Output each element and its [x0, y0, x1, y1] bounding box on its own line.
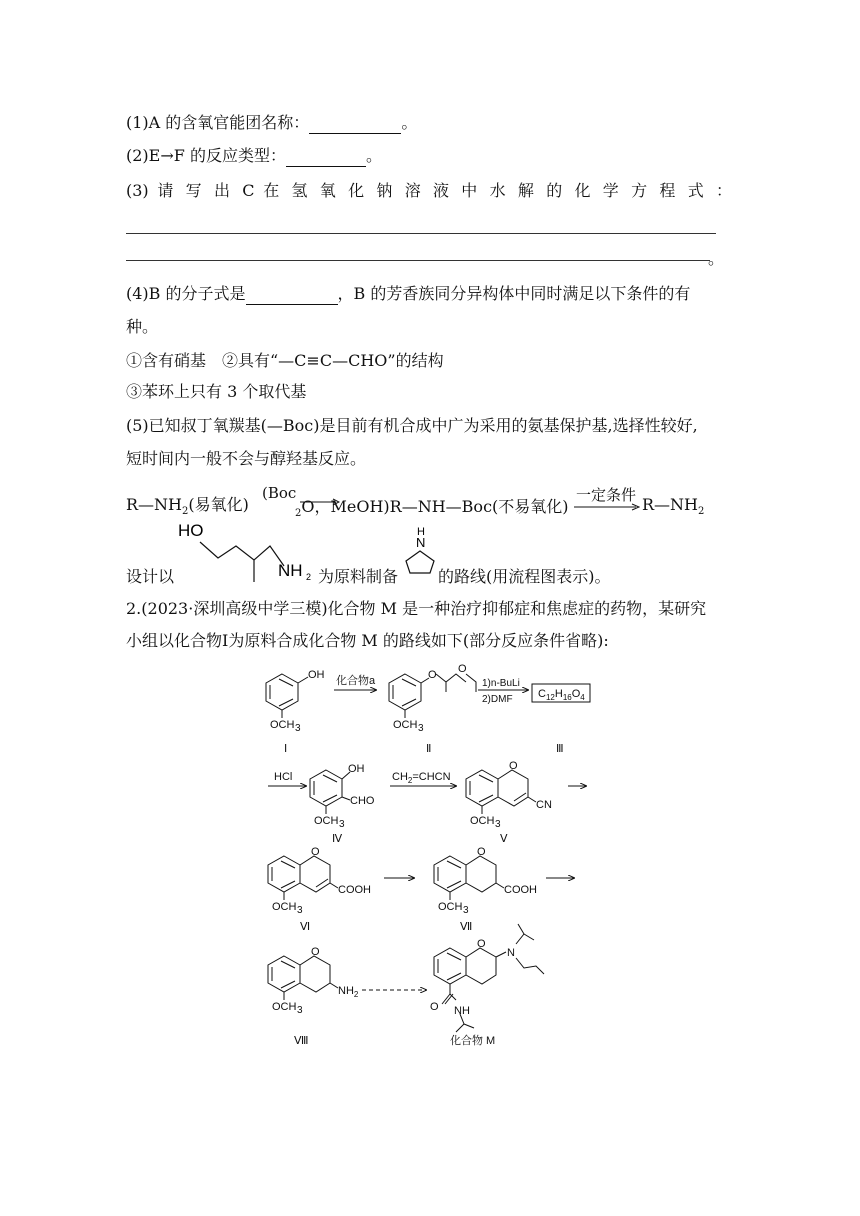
question-1-3	[126, 180, 732, 202]
label-III: Ⅲ	[556, 743, 564, 755]
synthesis-scheme	[250, 662, 610, 1052]
condition-2: ③苯环上只有 3 个取代基	[126, 382, 307, 401]
compound-V	[466, 770, 536, 814]
answer-blank[interactable]	[286, 150, 366, 167]
o-label: O	[509, 760, 518, 772]
condition-1: ①含有硝基 ②具有“—C≡C—CHO”的结构	[126, 351, 444, 370]
answer-blank[interactable]	[309, 117, 401, 134]
sub: 2	[698, 506, 705, 518]
hcl-label: HCl	[274, 771, 293, 783]
sub: 3	[297, 905, 303, 916]
reagent: O，MeOH)	[301, 497, 390, 516]
punct: 。	[401, 113, 418, 132]
sub: 3	[495, 819, 501, 830]
nh2-label: NH	[278, 561, 303, 580]
och3-label: OCH	[438, 901, 463, 913]
cn-label: CN	[536, 799, 552, 811]
sub: 3	[339, 819, 345, 830]
q1-5-text-b: 短时间内一般不会与醇羟基反应。	[126, 449, 367, 468]
q1-2-text: (2)E→F 的反应类型：	[126, 146, 286, 165]
och3-label: OCH	[270, 719, 295, 731]
q1-4-text-b: ，B 的芳香族同分异构体中同时满足以下条件的有	[337, 284, 691, 303]
q1-5-text: (5)已知叔丁氧羰基(—Boc)是目前有机合成中广为采用的氨基保护基,选择性较好,	[126, 416, 698, 435]
reagent-a-label: 化合物a	[336, 675, 376, 687]
label-V: Ⅴ	[500, 833, 508, 845]
rxn-left: R—NH	[126, 495, 182, 514]
formula-label: $C_{12}H_{16}O_4$	[538, 688, 585, 702]
compound-M	[434, 924, 544, 1032]
o-label: O	[311, 846, 320, 858]
design-text-b: 为原料制备	[318, 567, 399, 586]
label-M: 化合物 M	[450, 1035, 496, 1047]
och3-label: OCH	[393, 719, 418, 731]
acrylonitrile-label: $CH_2=CHCN$	[392, 771, 451, 785]
rxn-mid: R—NH—Boc(不易氧化)	[389, 497, 569, 516]
question-2-intro: 2.(2023·深圳高级中学三模)化合物 M 是一种治疗抑郁症和焦虑症的药物，某研究	[126, 599, 707, 618]
sub: 3	[463, 905, 469, 916]
n-label: N	[416, 535, 426, 550]
och3-label: OCH	[272, 1001, 297, 1013]
q1-1-text: (1)A 的含氧官能团名称：	[126, 113, 310, 132]
o-label: O	[428, 669, 437, 681]
och3-label: OCH	[272, 901, 297, 913]
design-text-c: 的路线(用流程图表示)。	[438, 567, 611, 586]
answer-line[interactable]	[126, 233, 716, 234]
design-text-a: 设计以	[126, 567, 175, 586]
compound-VI	[268, 856, 338, 900]
label-I: Ⅰ	[284, 743, 288, 755]
sub: 3	[297, 1005, 303, 1016]
o-label: O	[477, 938, 486, 950]
answer-blank[interactable]	[246, 288, 338, 305]
arrow-icon	[300, 497, 340, 507]
sub: 3	[418, 723, 424, 734]
sub: 2	[306, 572, 312, 582]
paren: (	[262, 484, 268, 502]
rxn-left2: (易氧化)	[188, 495, 249, 514]
sub: 2	[295, 508, 302, 520]
question-1-1	[126, 112, 417, 134]
q1-3-text: (3) 请 写 出 C 在 氢 氧 化 钠 溶 液 中 水 解 的 化 学 方 程 式 ：	[126, 181, 732, 200]
o-label: O	[477, 846, 486, 858]
pyrrolidine-structure	[400, 525, 442, 575]
label-II: Ⅱ	[426, 743, 432, 755]
compound-I	[266, 674, 308, 718]
oh-label: OH	[308, 669, 325, 681]
punct: 。	[365, 146, 382, 165]
boc: Boc	[267, 484, 297, 502]
condition-label: 一定条件	[576, 486, 637, 504]
compound-VIII	[268, 956, 338, 1000]
nh-label: NH	[454, 1005, 470, 1017]
och3-label: OCH	[314, 815, 339, 827]
cooh-label: COOH	[338, 884, 371, 896]
label-VIII: Ⅷ	[294, 1035, 309, 1047]
label-VII: Ⅶ	[460, 921, 473, 933]
h-label: H	[417, 526, 425, 538]
ho-label: HO	[178, 521, 204, 540]
nbuli-label: 1)n-BuLi	[482, 678, 520, 689]
o-label: O	[458, 663, 467, 675]
q1-4-text-c: 种。	[126, 317, 159, 336]
cho-label: CHO	[350, 795, 375, 807]
compound-VII	[434, 856, 504, 900]
punct: 。	[708, 249, 725, 268]
question-1-4	[126, 283, 690, 305]
o-label: O	[430, 1001, 439, 1013]
question-2-intro-b: 小组以化合物Ⅰ为原料合成化合物 M 的路线如下(部分反应条件省略):	[126, 631, 609, 650]
rxn-right-text: R—NH	[642, 495, 698, 514]
boc-reagent	[262, 484, 296, 502]
o-label: O	[311, 946, 320, 958]
och3-label: OCH	[470, 815, 495, 827]
sub: 3	[295, 723, 301, 734]
label-IV: Ⅳ	[332, 833, 343, 845]
question-1-2	[126, 145, 382, 167]
n-label: N	[507, 947, 515, 959]
nh2-label: $NH_2$	[338, 985, 359, 999]
rxn-right	[642, 494, 704, 523]
dmf-label: 2)DMF	[482, 694, 513, 705]
label-VI: Ⅵ	[300, 921, 311, 933]
answer-line[interactable]	[126, 260, 710, 261]
cooh-label: COOH	[504, 884, 537, 896]
compound-IV	[310, 770, 350, 814]
sub: 2	[182, 506, 189, 518]
oh-label: OH	[348, 763, 365, 775]
arrow-icon	[574, 502, 640, 512]
q1-4-text: (4)B 的分子式是	[126, 284, 246, 303]
